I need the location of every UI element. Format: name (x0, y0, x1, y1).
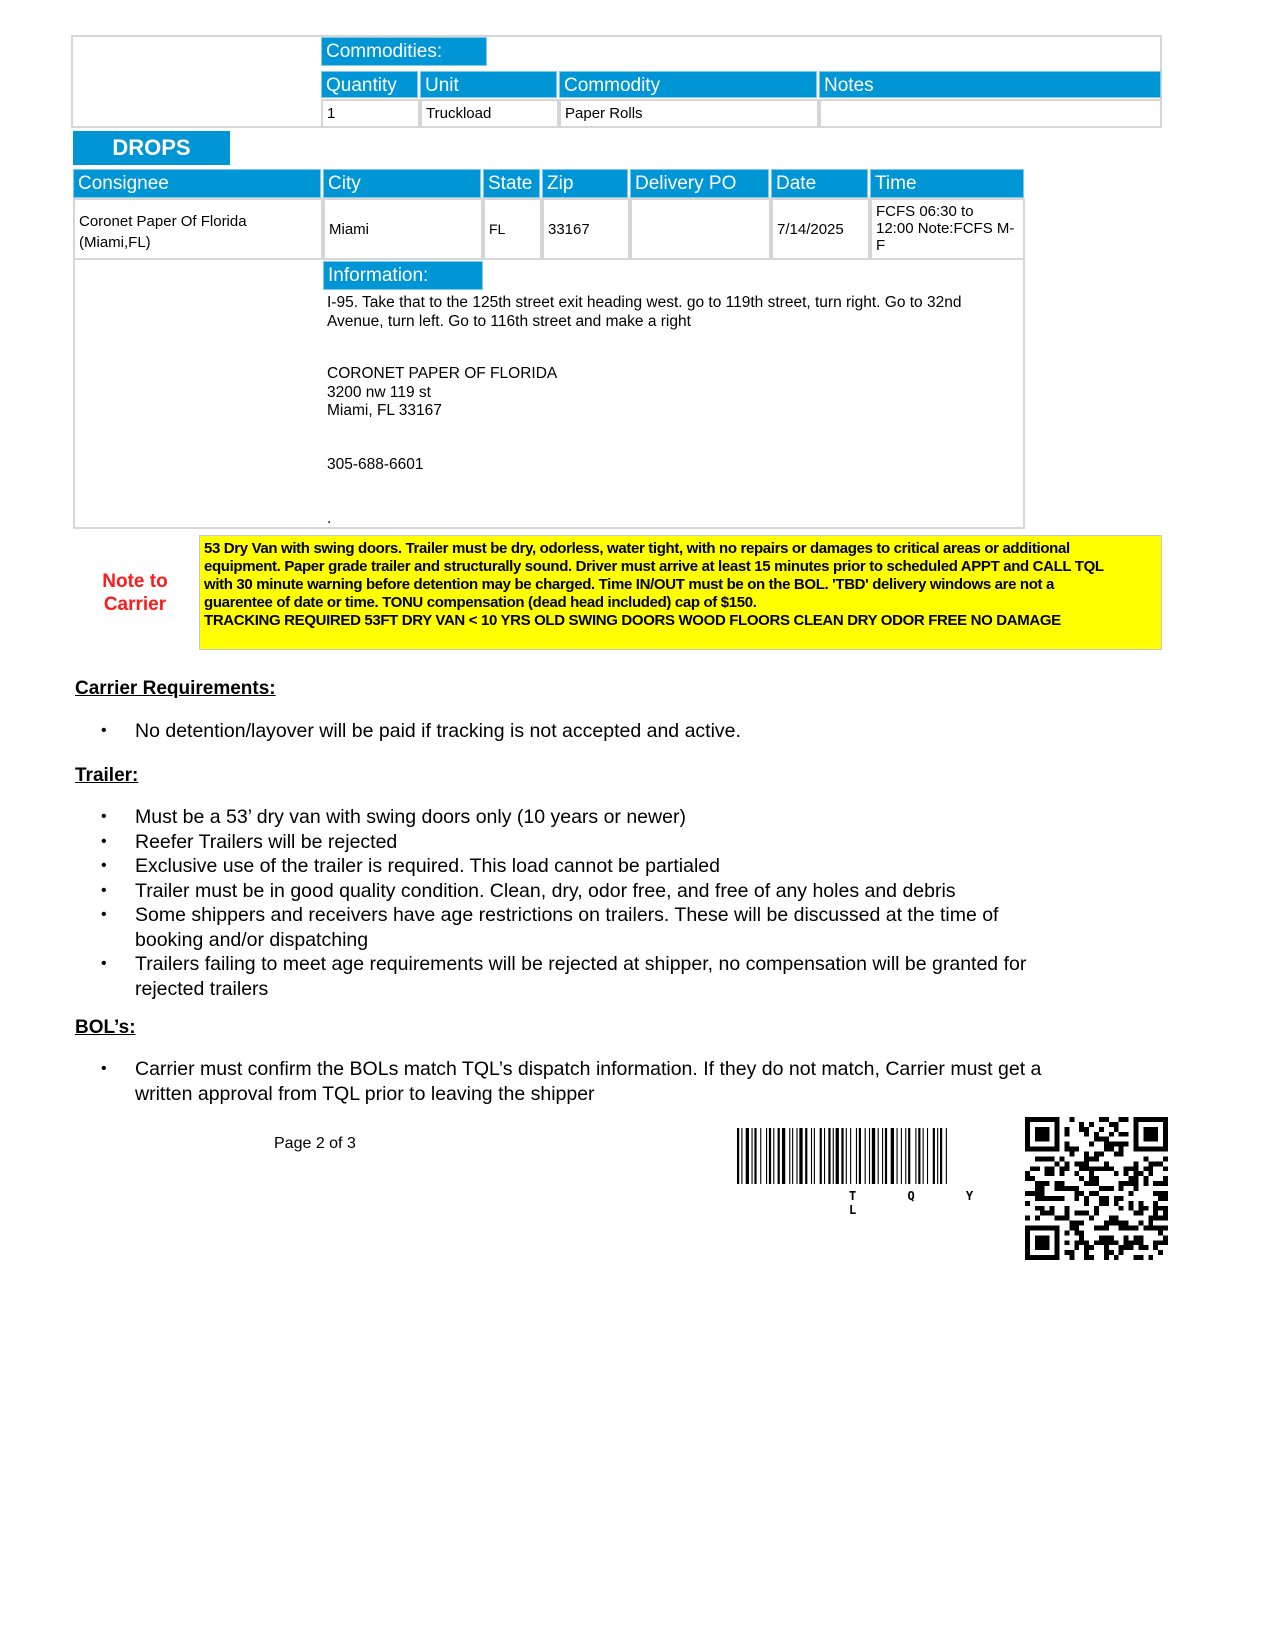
information-line: . (327, 510, 332, 527)
note-line: guarentee of date or time. TONU compensation (dead head included) cap of $150. (204, 594, 757, 611)
trailer-title: Trailer: (75, 765, 139, 786)
list-item: • Carrier must confirm the BOLs match TQL’s dispatch information. If they do not match, Carrier must get a written approval from TQL prior to leaving the shipper (75, 1057, 1075, 1106)
information-title: Information: (323, 261, 483, 290)
information-line: Avenue, turn left. Go to 116th street and make a right (327, 312, 691, 330)
consignee-name: Coronet Paper Of Florida (79, 213, 247, 230)
list-item: • No detention/layover will be paid if tracking is not accepted and active. (75, 719, 1075, 744)
drops-header-date: Date (771, 169, 868, 198)
commodities-title: Commodities: (321, 37, 487, 66)
list-item: • Exclusive use of the trailer is required. This load cannot be partialed (75, 854, 1065, 879)
note-to-carrier-label (85, 570, 185, 616)
note-line: equipment. Paper grade trailer and structurally sound. Driver must arrive at least 15 minutes prior to scheduled APPT and CALL TQL (204, 558, 1104, 575)
time-line-3: F (876, 237, 886, 254)
list-item: • Must be a 53’ dry van with swing doors only (10 years or newer) (75, 805, 1065, 830)
drops-header-zip: Zip (542, 169, 628, 198)
list-item: • Trailer must be in good quality condition. Clean, dry, odor free, and free of any holes and debris (75, 879, 1065, 904)
list-item: • Trailers failing to meet age requirements will be rejected at shipper, no compensation will be granted for rejected trailers (75, 952, 1065, 1001)
drops-tab: DROPS (73, 131, 230, 165)
information-line: 305-688-6601 (327, 455, 424, 473)
note-label-line-2: Carrier (103, 594, 167, 615)
consignee-location: (Miami,FL) (79, 234, 151, 251)
commodities-cell-quantity: 1 (321, 99, 420, 128)
commodities-cell-notes (819, 99, 1162, 128)
note-line: 53 Dry Van with swing doors. Trailer must be dry, odorless, water tight, with no repairs or damages to critical areas or additional (204, 540, 1070, 557)
commodities-header-notes: Notes (819, 71, 1161, 98)
information-line: I-95. Take that to the 125th street exit heading west. go to 119th street, turn right. Go to 32nd (327, 294, 962, 311)
information-line: CORONET PAPER OF FLORIDA (327, 365, 558, 382)
qr-code-icon (1025, 1117, 1168, 1260)
barcode (737, 1128, 1009, 1217)
drops-header-state: State (483, 169, 540, 198)
information-line: Miami, FL 33167 (327, 402, 442, 419)
drops-cell-time (870, 198, 1025, 260)
commodities-cell-commodity: Paper Rolls (559, 99, 819, 128)
note-label-line-1: Note to (102, 571, 168, 592)
drops-cell-zip: 33167 (542, 198, 630, 260)
carrier-requirements-title: Carrier Requirements: (75, 678, 276, 699)
commodities-cell-unit: Truckload (420, 99, 559, 128)
drops-cell-consignee (73, 198, 323, 260)
trailer-list (75, 805, 1065, 1001)
commodities-header-commodity: Commodity (559, 71, 817, 98)
commodities-header-unit: Unit (420, 71, 557, 98)
commodities-header-quantity: Quantity (321, 71, 418, 98)
time-line-2: 12:00 Note:FCFS M- (876, 220, 1015, 237)
list-item: • Some shippers and receivers have age restrictions on trailers. These will be discussed at the time of booking and/or dispatching (75, 903, 1065, 952)
information-line: 3200 nw 119 st (327, 383, 431, 401)
barcode-text: T Q Y L (849, 1189, 996, 1217)
drops-header-city: City (323, 169, 481, 198)
bols-list (75, 1057, 1075, 1106)
drops-header-consignee: Consignee (73, 169, 321, 198)
drops-cell-state: FL (483, 198, 542, 260)
time-line-1: FCFS 06:30 to (876, 203, 974, 220)
drops-header-delivery-po: Delivery PO (630, 169, 769, 198)
note-line: with 30 minute warning before detention may be charged. Time IN/OUT must be on the BOL. 'TBD' delivery windows are not a (204, 576, 1054, 593)
list-item: • Reefer Trailers will be rejected (75, 830, 1065, 855)
page-number: Page 2 of 3 (274, 1135, 356, 1152)
note-line: TRACKING REQUIRED 53FT DRY VAN < 10 YRS OLD SWING DOORS WOOD FLOORS CLEAN DRY ODOR FREE NO DAMAGE (204, 612, 1061, 629)
drops-cell-delivery-po (630, 198, 771, 260)
information-text (327, 294, 1017, 529)
carrier-requirements-list (75, 719, 1075, 744)
note-to-carrier-box (199, 535, 1162, 650)
drops-header-time: Time (870, 169, 1024, 198)
drops-cell-city: Miami (323, 198, 483, 260)
barcode-icon (737, 1128, 1009, 1184)
bols-title: BOL’s: (75, 1017, 136, 1038)
drops-cell-date: 7/14/2025 (771, 198, 870, 260)
